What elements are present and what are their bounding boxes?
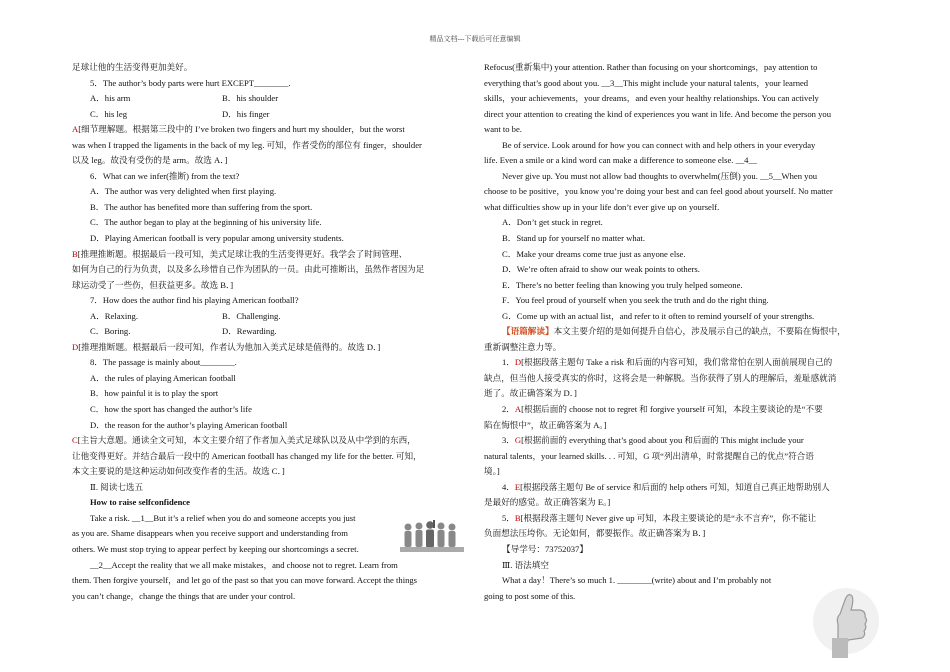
right-text-line	[484, 309, 878, 325]
right-text-line	[484, 278, 878, 294]
right-text-line	[484, 542, 878, 558]
right-text-line	[484, 247, 878, 263]
line-text: was when I trapped the ligaments in the back of my leg. 可知，作者受伤的部位有 finger，shoulder	[72, 139, 422, 150]
answer-option: B．his shoulder	[222, 93, 279, 104]
answer-letter: D	[72, 341, 79, 352]
line-text: 负面想法压垮你。无论如何，都要振作。故正确答案为 B．]	[484, 528, 706, 539]
line-text: Never give up. You must not allow bad thoughts to overwhelm(压倒) you. __5__When you	[502, 170, 818, 181]
answer-option: C．his leg	[90, 108, 128, 119]
line-text: 以及 leg。故没有受伤的是 arm。故选 A．]	[72, 155, 228, 166]
line-text: What a day！There’s so much 1. ________(write) about and I’m probably not	[502, 575, 772, 586]
right-text-line	[484, 386, 878, 402]
right-text-line	[484, 355, 878, 371]
left-text-line	[72, 340, 467, 356]
answer-option: A．Relaxing.	[90, 310, 138, 321]
line-text: 缺点，但当他人接受真实的你时，这将会是一种解脱。当你获得了别人的理解后，羞耻感就消	[484, 372, 837, 383]
right-text-line	[484, 200, 878, 216]
line-text: [推理推断题。根据最后一段可知，美式足球让我的生活变得更好。我学会了时间管理、	[77, 248, 408, 259]
left-text-line	[72, 200, 467, 216]
line-text: 6．What can we infer(推断) from the text?	[90, 170, 240, 181]
left-text-line	[72, 184, 467, 200]
left-text-line	[72, 122, 467, 138]
question-number: 2．	[502, 404, 515, 415]
question-number: 3．	[502, 435, 515, 446]
right-column	[484, 60, 878, 604]
line-text: 5．The author’s body parts were hurt EXCEPT________.	[90, 77, 291, 88]
line-text: choose to be positive，you know you’re doing your best and can feel good about yourself. No matter	[484, 186, 833, 197]
left-text-line	[72, 402, 467, 418]
right-text-line	[484, 231, 878, 247]
line-text: B．The author has benefited more than suffering from the sport.	[90, 201, 313, 212]
line-text: [根据段落主题句 Be of service 和后面的 help others 可知，知道自己真正地帮助别人	[520, 481, 830, 492]
left-text-line	[72, 464, 467, 480]
answer-letter: A	[514, 404, 522, 415]
right-text-line	[484, 526, 878, 542]
left-text-line	[72, 480, 467, 496]
left-text-line	[72, 76, 467, 92]
left-text-line	[72, 573, 467, 589]
answer-option: A．his arm	[90, 93, 131, 104]
right-text-line	[484, 511, 878, 527]
line-text: want to be.	[484, 124, 522, 135]
line-text: 如何为自己的行为负责，以及多么珍惜自己作为团队的一员。由此可推断出，虽然作者因为足	[72, 264, 425, 275]
right-text-line	[484, 138, 878, 154]
right-text-line	[484, 324, 878, 340]
right-text-line	[484, 169, 878, 185]
line-text: skills，your achievements，your dreams，and even your healthy relationships. You can actively	[484, 93, 819, 104]
left-text-line	[72, 293, 467, 309]
line-text: what difficulties show up in your life don’t ever give up on yourself.	[484, 201, 720, 212]
line-text: [根据段落主题句 Never give up 可知，本段主要谈论的是“永不言弃”，你不能让	[520, 512, 817, 523]
line-text: __2__Accept the reality that we all make mistakes，and choose not to regret. Learn from	[90, 559, 398, 570]
left-text-line	[72, 215, 467, 231]
line-text: C．how the sport has changed the author’s life	[90, 404, 252, 415]
right-text-line	[484, 495, 878, 511]
answer-letter: C	[72, 435, 78, 446]
line-text: natural talents，your learned skills. . . 可知，G 项“列出清单，时常提醒自己的优点”符合语	[484, 450, 814, 461]
right-text-line	[484, 184, 878, 200]
line-text: [根据后面的 choose not to regret 和 forgive yourself 可知，本段主要谈论的是“不要	[521, 404, 823, 415]
line-text: A．the rules of playing American football	[90, 372, 236, 383]
line-text: going to post some of this.	[484, 590, 576, 601]
answer-option: D．Rewarding.	[222, 326, 277, 337]
answer-letter: B	[514, 512, 521, 523]
line-text: others. We must stop trying to appear perfect by keeping our shortcomings a secret.	[72, 543, 359, 554]
line-text: [细节理解题。根据第三段中的 I’ve broken two fingers and hurt my shoulder，but the worst	[78, 124, 405, 135]
right-text-line	[484, 76, 878, 92]
answer-letter: B	[72, 248, 78, 259]
line-text: direct your attention to creating the kind of experiences you want in life. And become the person you	[484, 108, 831, 119]
line-text: Ⅲ. 语法填空	[502, 559, 549, 570]
thumbs-up-hand-icon	[812, 580, 880, 662]
question-number: 1．	[502, 357, 515, 368]
line-text: life. Even a smile or a kind word can make a difference to someone else. __4__	[484, 155, 758, 166]
right-text-line	[484, 153, 878, 169]
right-text-line	[484, 122, 878, 138]
left-text-line	[72, 433, 467, 449]
left-text-line	[72, 262, 467, 278]
line-text: 7．How does the author find his playing American football?	[90, 295, 299, 306]
right-text-line	[484, 340, 878, 356]
answer-option: D．his finger	[222, 108, 270, 119]
left-text-line	[72, 418, 467, 434]
line-text: A．The author was very delighted when first playing.	[90, 186, 277, 197]
line-text: you can’t change，change the things that are under your control.	[72, 590, 296, 601]
group-people-illustration	[400, 518, 464, 554]
right-text-line	[484, 480, 878, 496]
line-text: 足球让他的生活变得更加美好。	[72, 62, 193, 72]
left-text-line	[72, 386, 467, 402]
line-text: as you are. Shame disappears when you receive support and understanding from	[72, 528, 348, 539]
left-text-line	[72, 309, 467, 325]
answer-option: C．Boring.	[90, 326, 131, 337]
line-text: [推理推断题。根据最后一段可知，作者认为他加入美式足球是值得的。故选 D．]	[78, 341, 381, 352]
line-text: 8．The passage is mainly about________.	[90, 357, 237, 368]
right-text-line	[484, 293, 878, 309]
line-text: C．Make your dreams come true just as anyone else.	[502, 248, 686, 259]
left-text-line	[72, 589, 467, 605]
left-text-line	[72, 107, 467, 123]
line-text: 本文主要说的是这种运动如何改变作者的生活。故选 C．]	[72, 466, 285, 477]
line-text: [根据前面的 everything that’s good about you 和后面的 This might include your	[521, 435, 804, 446]
line-text: E．There’s no better feeling than knowing you truly helped someone.	[502, 279, 743, 290]
left-text-line	[72, 278, 467, 294]
left-text-line	[72, 153, 467, 169]
right-text-line	[484, 107, 878, 123]
answer-letter: D	[514, 357, 522, 368]
line-text: [根据段落主题句 Take a risk 和后面的内容可知，我们常常怕在别人面前展现自己的	[521, 357, 833, 368]
line-text: Be of service. Look around for how you can connect with and help others in your everyday	[502, 139, 816, 150]
line-text: D．We’re often afraid to show our weak points to others.	[502, 264, 700, 275]
line-text: 是最好的感觉。故正确答案为 E。]	[484, 497, 611, 508]
line-text: F．You feel proud of yourself when you seek the truth and do the right thing.	[502, 295, 769, 306]
question-number: 5．	[502, 512, 515, 523]
left-text-line	[72, 558, 467, 574]
line-text: [主旨大意题。通读全文可知，本文主要介绍了作者加入美式足球队以及从中学到的东西，	[77, 435, 416, 446]
line-text: 【导学号：73752037】	[502, 543, 588, 554]
line-text: C．The author began to play at the beginning of his university life.	[90, 217, 322, 228]
right-text-line	[484, 402, 878, 418]
line-text: 重新调整注意力等。	[484, 341, 562, 352]
right-text-line	[484, 464, 878, 480]
right-text-line	[484, 91, 878, 107]
left-text-line	[72, 138, 467, 154]
line-text: 陷在悔恨中”，故正确答案为 A。]	[484, 419, 607, 430]
left-text-line	[72, 169, 467, 185]
left-text-line	[72, 495, 467, 511]
right-text-line	[484, 262, 878, 278]
right-text-line	[484, 449, 878, 465]
line-text: D．the reason for the author’s playing American football	[90, 419, 288, 430]
line-text: G．Come up with an actual list，and refer to it often to remind yourself of your strengths.	[502, 310, 815, 321]
line-text: everything that’s good about you. __3__This might include your natural talents，your learned	[484, 77, 809, 88]
line-text: 让他变得更好。并结合最后一段中的 American football has changed my life for the better. 可知，	[72, 450, 422, 461]
left-text-line	[72, 91, 467, 107]
line-text: 球运动受了一些伤，但获益更多。故选 B．]	[72, 279, 234, 290]
line-text: A．Don’t get stuck in regret.	[502, 217, 603, 228]
line-text: 本文主要介绍的是如何提升自信心，涉及展示自己的缺点，不要陷在悔恨中，	[553, 326, 846, 337]
answer-option: B．Challenging.	[222, 310, 281, 321]
left-text-line	[72, 324, 467, 340]
right-text-line	[484, 60, 878, 76]
right-text-line	[484, 371, 878, 387]
right-text-line	[484, 215, 878, 231]
left-text-line	[72, 355, 467, 371]
line-text: Ⅱ. 阅读七选五	[90, 481, 144, 492]
answer-letter: A	[72, 124, 79, 135]
line-text: Take a risk. __1__But it’s a relief when you do and someone accepts you just	[90, 512, 356, 523]
line-text: D．Playing American football is very popular among university students.	[90, 233, 344, 244]
line-text: Refocus(重新集中) your attention. Rather than focusing on your shortcomings，pay attention to	[484, 62, 818, 72]
line-text: How to raise selfconfidence	[90, 497, 190, 508]
left-text-line	[72, 449, 467, 465]
passage-analysis-tag: 【语篇解读】	[502, 326, 554, 337]
line-text: B．Stand up for yourself no matter what.	[502, 233, 645, 244]
answer-letter: E	[514, 481, 521, 492]
right-text-line	[484, 418, 878, 434]
left-text-line	[72, 247, 467, 263]
left-text-line	[72, 60, 467, 76]
line-text: them. Then forgive yourself，and let go of the past so that you can move forward. Accept the things	[72, 575, 418, 586]
left-text-line	[72, 231, 467, 247]
line-text: B．how painful it is to play the sport	[90, 388, 219, 399]
left-text-line	[72, 371, 467, 387]
right-text-line	[484, 433, 878, 449]
line-text: 境。]	[484, 466, 500, 477]
right-text-line	[484, 558, 878, 574]
question-number: 4．	[502, 481, 515, 492]
line-text: 逝了。故正确答案为 D．]	[484, 388, 577, 399]
page-header: 精品文档---下载后可任意编辑	[429, 35, 521, 43]
answer-letter: G	[514, 435, 522, 446]
